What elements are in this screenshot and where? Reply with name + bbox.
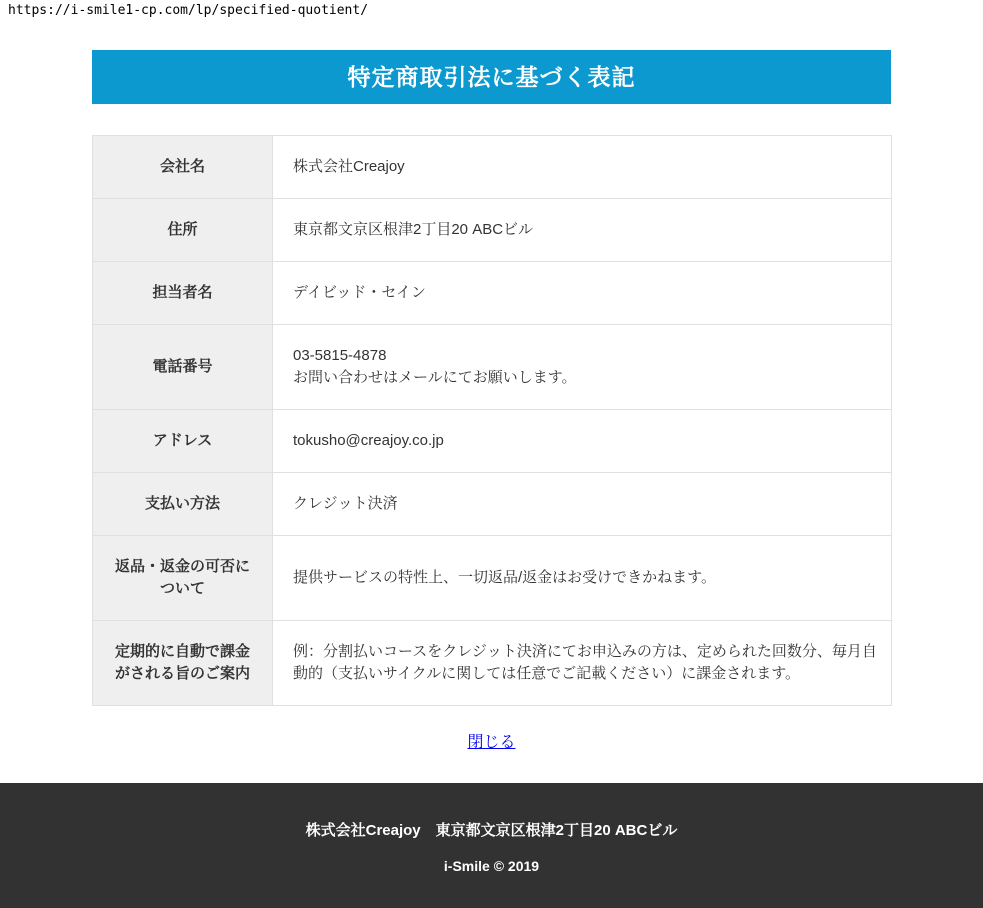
page-footer bbox=[0, 783, 983, 908]
row-label: アドレス bbox=[93, 410, 273, 473]
row-value: 提供サービスの特性上、一切返品/返金はお受けできかねます。 bbox=[273, 536, 892, 621]
row-value: 株式会社Creajoy bbox=[273, 136, 892, 199]
close-row bbox=[92, 729, 891, 752]
row-label: 定期的に自動で課金がされる旨のご案内 bbox=[93, 621, 273, 706]
row-label: 電話番号 bbox=[93, 325, 273, 410]
tokusho-table bbox=[92, 135, 892, 706]
table-row bbox=[93, 536, 892, 621]
table-row bbox=[93, 262, 892, 325]
footer-company-address: 株式会社Creajoy 東京都文京区根津2丁目20 ABCビル bbox=[305, 822, 678, 839]
row-label: 返品・返金の可否について bbox=[93, 536, 273, 621]
row-label: 支払い方法 bbox=[93, 473, 273, 536]
page-title: 特定商取引法に基づく表記 bbox=[92, 50, 891, 104]
row-value: 例：分割払いコースをクレジット決済にてお申込みの方は、定められた回数分、毎月自動的（支払いサイクルに関しては任意でご記載ください）に課金されます。 bbox=[273, 621, 892, 706]
table-row bbox=[93, 199, 892, 262]
close-link[interactable]: 閉じる bbox=[467, 734, 516, 751]
footer-copyright: i-Smile © 2019 bbox=[443, 858, 540, 874]
table-row bbox=[93, 473, 892, 536]
row-label: 住所 bbox=[93, 199, 273, 262]
row-label: 担当者名 bbox=[93, 262, 273, 325]
row-value: デイビッド・セイン bbox=[273, 262, 892, 325]
row-value: クレジット決済 bbox=[273, 473, 892, 536]
row-value: 東京都文京区根津2丁目20 ABCビル bbox=[273, 199, 892, 262]
row-value: 03-5815-4878 お問い合わせはメールにてお願いします。 bbox=[273, 325, 892, 410]
table-row bbox=[93, 136, 892, 199]
row-value: tokusho@creajoy.co.jp bbox=[273, 410, 892, 473]
row-label: 会社名 bbox=[93, 136, 273, 199]
table-row bbox=[93, 410, 892, 473]
tokusho-table-body bbox=[93, 136, 892, 706]
page-url: https://i-smile1-cp.com/lp/specified-quotient/ bbox=[8, 3, 369, 18]
table-row bbox=[93, 621, 892, 706]
table-row bbox=[93, 325, 892, 410]
